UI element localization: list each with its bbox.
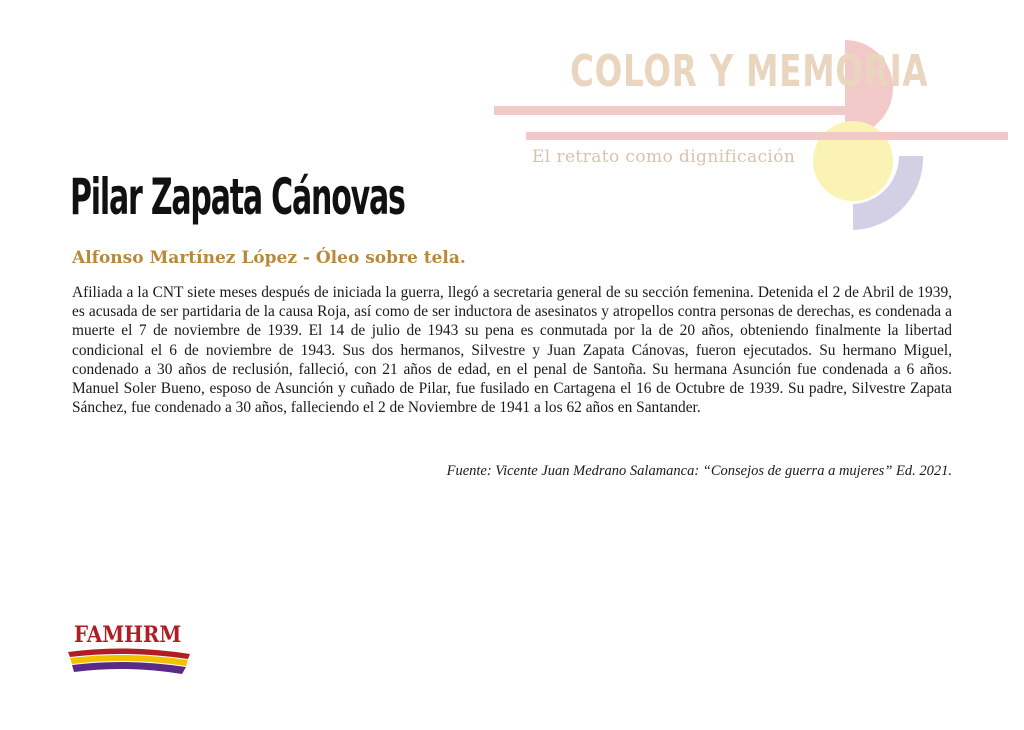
brand-title: COLOR Y MEMORIA <box>570 46 929 97</box>
biography-text: Afiliada a la CNT siete meses después de iniciada la guerra, llegó a secretaria general de su sección femenina. Detenida el 2 de Abril de 1939, es acusada de ser partidaria de la causa Roja, así como de ser inductora de asesinatos y atropellos contra personas de derechas, es condenada a muerte el 7 de noviembre de 1939. El 14 de julio de 1943 su pena es conmutada por la de 20 años, obteniendo finalmente la libertad condicional el 6 de noviembre de 1943. Sus dos hermanos, Silvestre y Juan Zapata Cánovas, fueron ejecutados. Su hermano Miguel, condenado a 30 años de reclusión, falleció, con 21 años de edad, en el penal de Santoña. Su hermana Asunción fue condenada a 6 años. Manuel Soler Bueno, esposo de Asunción y cuñado de Pilar, fue fusilado en Cartagena el 16 de Octubre de 1939. Su padre, Silvestre Zapata Sánchez, fue condenado a 30 años, falleciendo el 2 de Noviembre de 1941 a los 62 años en Santander. <box>72 284 952 417</box>
artwork-credit: Alfonso Martínez López - Óleo sobre tela. <box>72 248 466 268</box>
upper-pink-stripe <box>494 106 854 115</box>
page-title: Pilar Zapata Cánovas <box>70 168 405 226</box>
brand-subtitle: El retrato como dignificación <box>532 147 796 167</box>
famhrm-logo <box>66 622 196 682</box>
logo-flag-swoosh-icon <box>66 644 196 682</box>
logo-wordmark: FAMHRM <box>74 622 182 648</box>
source-citation: Fuente: Vicente Juan Medrano Salamanca: “Consejos de guerra a mujeres” Ed. 2021. <box>446 463 952 479</box>
lower-pink-stripe <box>526 132 1008 140</box>
